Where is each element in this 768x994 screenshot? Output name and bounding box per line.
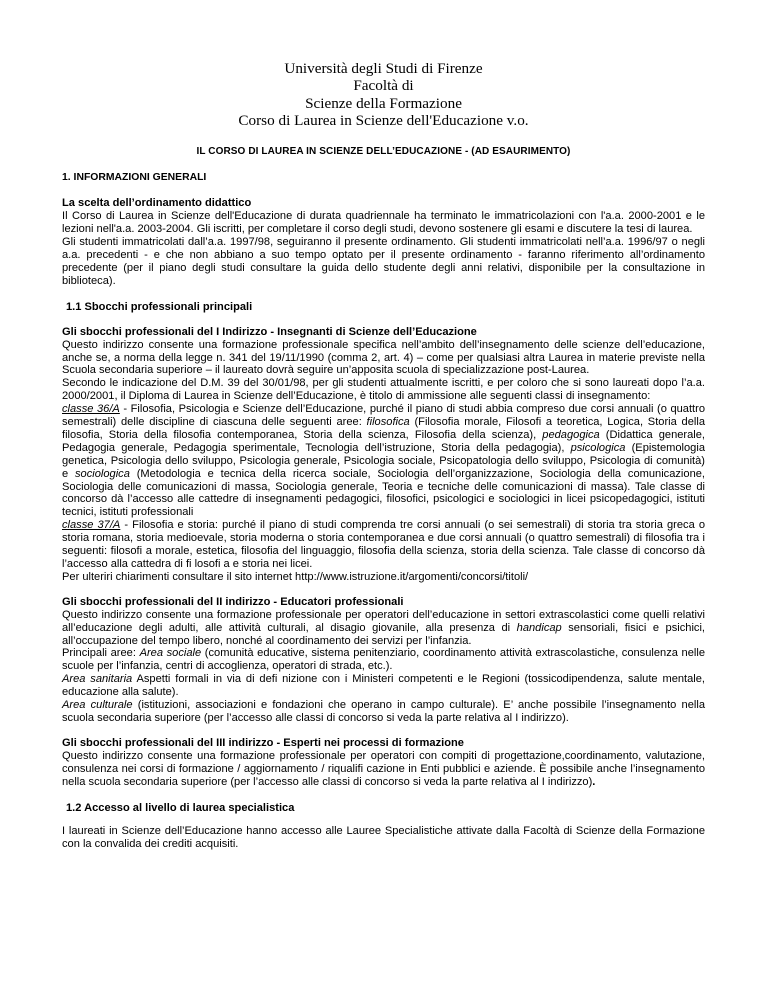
indirizzo-2-p2-a: Principali aree:: [62, 647, 140, 660]
indirizzo-2-p3-b: Aspetti formali in via di defi nizione con i Ministeri competenti e le Regioni (tossicodipendenza, salute mentale, educazione alla salute).: [62, 673, 705, 699]
course-name: Corso di Laurea in Scienze dell'Educazione v.o.: [238, 112, 529, 130]
indirizzo-2-p4-b: (istituzioni, associazioni e fondazioni che operano in campo culturale). E’ anche possibile l’insegnamento nella scuola secondaria superiore (per l’accesso alle classi di concorso si veda la parte relativa al I indirizzo).: [62, 699, 705, 724]
indirizzo-2-p1-a: Questo indirizzo consente una formazione professionale per operatori dell’educazione in settori extrascolastici come quelli relativi all’educazione degli adulti, alle attività culturali, al disagio giovanile, alla presenza di: [62, 608, 705, 634]
indirizzo-3-p1-end: .: [592, 775, 596, 788]
indirizzo-3-p1-text: Questo indirizzo consente una formazione professionale per operatori con compiti di progettazione,coordinamento, valutazione, consulenza nei corsi di formazione / aggiornamento / riqualifi cazione in Enti pubblici e aziende. È possibile anche l’insegnamento nella scuola secondaria superiore (per l’accesso alle classi di concorso si veda la parte relativa al I indirizzo): [62, 749, 705, 788]
indirizzo-2-p1-b: sensoriali, fisici e psichici, all’occupazione del tempo libero, nonché al coordinamento dei servizi per l’infanzia.: [62, 621, 705, 647]
document-header: [62, 60, 705, 130]
classe-36a-text-b: (Filosofia morale, Filosofi a teoretica, Logica, Storia della filosofia, Storia della filosofia contemporanea, Storia della scienza, Filosofia della scienza),: [62, 416, 705, 441]
section-1-2-title: 1.2 Accesso al livello di laurea specialistica: [66, 801, 295, 814]
section-1-title: 1. INFORMAZIONI GENERALI: [62, 171, 207, 183]
indirizzo-3-heading: Gli sbocchi professionali del III indirizzo - Esperti nei processi di formazione: [62, 736, 464, 749]
section-1-1-title: 1.1 Sbocchi professionali principali: [66, 300, 253, 313]
classe-37a-paragraph: [62, 519, 705, 571]
area-sociologica: sociologica: [75, 467, 130, 480]
area-sociale-term: Area sociale: [139, 647, 202, 660]
indirizzo-2-paragraph-4: [62, 699, 705, 725]
handicap-term: handicap: [516, 621, 562, 634]
indirizzo-1-paragraph-1: Questo indirizzo consente una formazione professionale specifica nell’ambito dell’insegnamento delle scienze dell’educazione, anche se, a norma della legge n. 341 del 19/11/1990 (comma 2, art. 4) – come per qualsiasi altra Laurea in materie previste nella Scuola secondaria superiore – il laureato dovrà seguire un’apposita scuola di specializzazione post-Laurea.: [62, 338, 705, 377]
ordinamento-paragraph-2: Gli studenti immatricolati dall’a.a. 1997/98, seguiranno il presente ordinamento. Gli studenti immatricolati nell’a.a. 1996/97 o negli a.a. precedenti - e che non abbiano a suo tempo optato per il presente ordinamento - faranno riferimento all’ordinamento precedente (per il piano degli studi consultare la guida dello studente degli anni relativi, disponibile per la consultazione in biblioteca).: [62, 236, 705, 287]
indirizzo-3-paragraph-1: [62, 750, 705, 789]
indirizzo-2-paragraph-3: [62, 673, 705, 699]
classe-36a-text-a: - Filosofia, Psicologia e Scienze dell’Educazione, purché il piano di studi abbia compreso due corsi annuali (o quattro semestrali) delle discipline di ciascuna delle seguenti aree:: [62, 403, 705, 429]
document-page: [62, 60, 705, 851]
classe-37a-text: - Filosofia e storia: purché il piano di studi comprenda tre corsi annuali (o sei semestrali) di storia tra storia greca o storia romana, storia medioevale, storia moderna o storia contemporanea e due corsi annuali (o quattro semestrali) di filosofia tra i seguenti: filosofi a morale, estetica, filosofia del linguaggio, filosofia della scienza, storia della scienza. Tale classe di concorso dà l’accesso alla cattedra di fi losofi a e storia nei licei.: [62, 519, 705, 570]
area-psicologica: psicologica: [570, 441, 626, 454]
indirizzo-2-paragraph-2: [62, 647, 705, 673]
area-culturale-term: Area culturale: [62, 699, 133, 712]
classe-36a-label: classe 36/A: [62, 403, 120, 416]
university-name: Università degli Studi di Firenze: [284, 60, 483, 77]
indirizzo-2-p2-b: (comunità educative, sistema penitenziario, coordinamento attività extrascolastiche, consulenza nelle scuole per l’infanzia, centri di accoglienza, operatori di strada, etc.).: [62, 647, 705, 673]
classe-36a-text-e: (Metodologia e tecnica della ricerca sociale, Sociologia dell’organizzazione, Sociologia della comunicazione, Sociologia delle comunicazioni di massa, Sociologia generale, Teoria e tecniche delle comunicazioni di massa). Tale classe di concorso dà l’accesso alle cattedre di insegnamenti pedagogici, filosofici, psicologici e sociologici in licei psicopedagogici, istituti tecnici, istituti professionali: [62, 467, 705, 519]
classe-37a-label: classe 37/A: [62, 519, 121, 532]
document-title: IL CORSO DI LAUREA IN SCIENZE DELL’EDUCAZIONE - (AD ESAURIMENTO): [196, 145, 571, 157]
classe-36a-text-d: (Epistemologia genetica, Psicologia dello sviluppo, Psicologia generale, Psicologia sociale, Psicopatologia dello sviluppo, Psicologia di comunità) e: [62, 441, 705, 480]
indirizzo-2-heading: Gli sbocchi professionali del II indirizzo - Educatori professionali: [62, 595, 404, 608]
ordinamento-heading: La scelta dell’ordinamento didattico: [62, 197, 252, 210]
area-sanitaria-term: Area sanitaria: [62, 673, 133, 686]
ordinamento-paragraph-1: Il Corso di Laurea in Scienze dell'Educazione di durata quadriennale ha terminato le immatricolazioni con l'a.a. 2000-2001 e le lezioni nell'a.a. 2003-2004. Gli iscritti, per completare il corso degli studi, devono sostenere gli esami e discutere la tesi di laurea.: [62, 210, 705, 236]
area-pedagogica: pedagogica: [542, 428, 600, 441]
indirizzo-2-paragraph-1: [62, 609, 705, 648]
indirizzo-1-heading: Gli sbocchi professionali del I Indirizzo - Insegnanti di Scienze dell’Educazione: [62, 325, 477, 338]
indirizzo-1-paragraph-2: Secondo le indicazione del D.M. 39 del 30/01/98, per gli studenti attualmente iscritti, e per coloro che si sono laureati dopo l’a.a. 2000/2001, il Diploma di Laurea in Scienze dell’Educazione, è titolo di ammissione alle seguenti classi di insegnamento:: [62, 377, 705, 403]
classe-36a-paragraph: [62, 403, 705, 519]
istruzione-link-paragraph[interactable]: Per ulteriri chiarimenti consultare il sito internet http://www.istruzione.it/argomenti/concorsi/titoli/: [62, 570, 529, 583]
faculty-name: Scienze della Formazione: [305, 94, 462, 112]
classe-36a-text-c: (Didattica generale, Pedagogia generale, Pedagogia sperimentale, Tecnologia dell’istruzione, Storia della pedagogia),: [62, 428, 705, 454]
area-filosofica: filosofica: [366, 416, 410, 429]
faculty-label: Facoltà di: [353, 77, 414, 95]
laurea-specialistica-paragraph: I laureati in Scienze dell’Educazione hanno accesso alle Lauree Specialistiche attivate dalla Facoltà di Scienze della Formazione con la convalida dei crediti acquisiti.: [62, 825, 705, 851]
